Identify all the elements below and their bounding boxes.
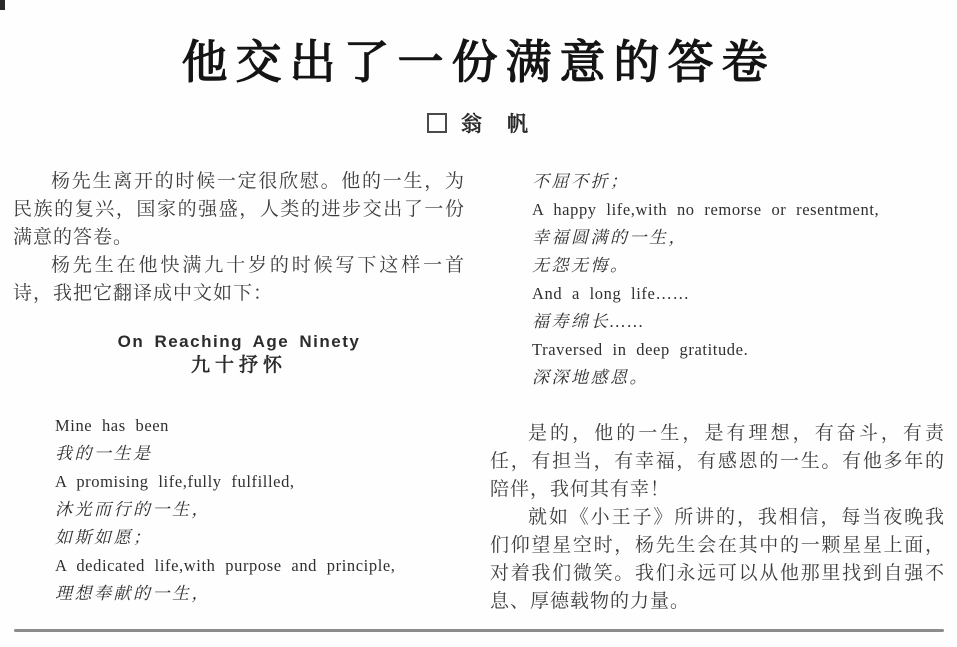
poem-line: A happy life,with no remorse or resentment, [532, 200, 880, 219]
poem-line: 理想奉献的一生， [55, 584, 211, 603]
paragraph: 杨先生在他快满九十岁的时候写下这样一首诗，我把它翻译成中文如下： [13, 255, 465, 304]
right-column [490, 168, 945, 616]
poem-title-english: On Reaching Age Ninety [117, 332, 361, 351]
paragraph: 是的，他的一生，是有理想，有奋斗，有责任，有担当，有幸福，有感恩的一生。有他多年的陪伴，我何其有幸！ [490, 423, 945, 500]
poem-line: 无怨无悔。 [532, 256, 630, 275]
left-column [13, 168, 465, 608]
poem-line: 深深地感恩。 [532, 368, 649, 387]
poem-line: 如斯如愿； [55, 528, 153, 547]
poem-line: 沐光而行的一生， [55, 500, 211, 519]
poem-line: Mine has been [55, 416, 170, 435]
paragraph: 杨先生离开的时候一定很欣慰。他的一生，为民族的复兴，国家的强盛，人类的进步交出了一份满意的答卷。 [13, 171, 465, 248]
poem-stanza-right [490, 168, 945, 392]
poem-line: A dedicated life,with purpose and principle, [55, 556, 396, 575]
poem-stanza-left [13, 412, 465, 608]
poem-line: 幸福圆满的一生， [532, 228, 688, 247]
poem-line: 不屈不折； [532, 172, 630, 191]
poem-line: 我的一生是 [55, 444, 153, 463]
closing-paragraphs [490, 420, 945, 616]
poem-title-chinese: 九十抒怀 [190, 355, 287, 376]
poem-line: Traversed in deep gratitude. [532, 340, 749, 359]
paragraph: 就如《小王子》所讲的，我相信，每当夜晚我们仰望星空时，杨先生会在其中的一颗星星上面，对着我们微笑。我们永远可以从他那里找到自强不息、厚德载物的力量。 [490, 507, 945, 612]
bottom-divider [14, 629, 944, 632]
byline [0, 108, 957, 138]
poem-line: A promising life,fully fulfilled, [55, 472, 295, 491]
poem-line: And a long life…… [532, 284, 690, 303]
author-square-icon [427, 113, 447, 133]
poem-line: 福寿绵长…… [532, 312, 646, 331]
author-name: 翁 帆 [461, 112, 530, 136]
article-title: 他交出了一份满意的答卷 [181, 37, 776, 88]
scan-artifact-mark [0, 0, 5, 10]
